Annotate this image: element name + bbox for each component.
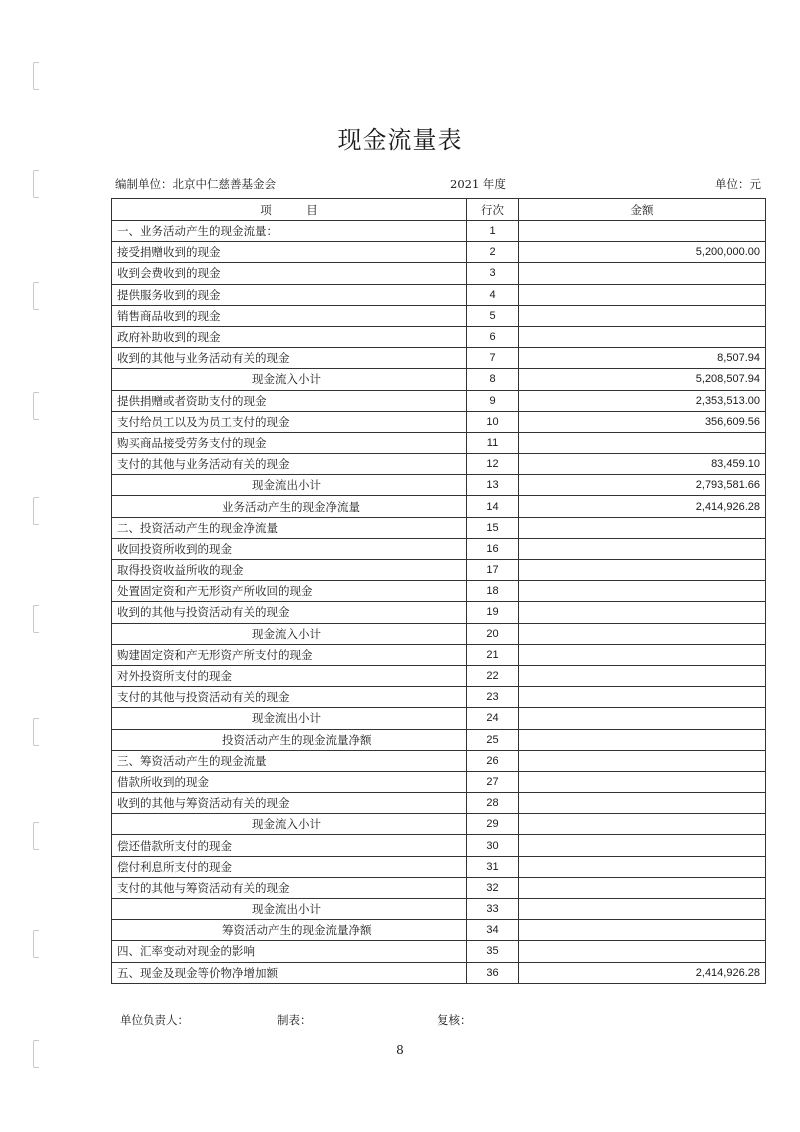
row-amount — [519, 538, 766, 559]
table-row — [112, 771, 766, 792]
row-amount — [519, 623, 766, 644]
table-row — [112, 856, 766, 877]
row-item-label: 现金流出小计 — [112, 899, 467, 920]
currency-unit: 单位：元 — [715, 177, 761, 191]
row-item-label: 四、汇率变动对现金的影响 — [112, 941, 467, 962]
row-line-number: 19 — [467, 602, 519, 623]
row-line-number: 6 — [467, 326, 519, 347]
row-item-label: 偿付利息所支付的现金 — [112, 856, 467, 877]
row-item-label: 支付给员工以及为员工支付的现金 — [112, 411, 467, 432]
row-line-number: 5 — [467, 305, 519, 326]
row-amount: 5,208,507.94 — [519, 369, 766, 390]
row-line-number: 36 — [467, 962, 519, 983]
row-line-number: 11 — [467, 432, 519, 453]
row-item-label: 提供捐赠或者资助支付的现金 — [112, 390, 467, 411]
row-line-number: 3 — [467, 263, 519, 284]
row-item-label: 收到的其他与投资活动有关的现金 — [112, 602, 467, 623]
row-line-number: 7 — [467, 348, 519, 369]
row-line-number: 26 — [467, 750, 519, 771]
row-line-number: 16 — [467, 538, 519, 559]
row-amount — [519, 941, 766, 962]
table-row — [112, 432, 766, 453]
binder-mark — [33, 282, 39, 310]
table-row — [112, 305, 766, 326]
row-amount: 356,609.56 — [519, 411, 766, 432]
table-row — [112, 644, 766, 665]
row-amount — [519, 835, 766, 856]
table-row — [112, 560, 766, 581]
table-row — [112, 517, 766, 538]
row-item-label: 对外投资所支付的现金 — [112, 665, 467, 686]
row-amount — [519, 920, 766, 941]
binder-mark — [33, 392, 39, 420]
row-amount — [519, 687, 766, 708]
binder-mark — [33, 62, 39, 90]
row-amount — [519, 263, 766, 284]
row-item-label: 现金流入小计 — [112, 814, 467, 835]
table-row — [112, 602, 766, 623]
row-amount — [519, 581, 766, 602]
row-line-number: 22 — [467, 665, 519, 686]
row-amount — [519, 814, 766, 835]
table-row — [112, 899, 766, 920]
table-row — [112, 411, 766, 432]
table-row — [112, 581, 766, 602]
reporting-entity: 编制单位：北京中仁慈善基金会 — [115, 177, 276, 191]
row-amount — [519, 877, 766, 898]
row-line-number: 31 — [467, 856, 519, 877]
row-amount: 2,793,581.66 — [519, 475, 766, 496]
row-item-label: 购买商品接受劳务支付的现金 — [112, 432, 467, 453]
row-item-label: 三、筹资活动产生的现金流量 — [112, 750, 467, 771]
table-row — [112, 729, 766, 750]
table-row — [112, 877, 766, 898]
signoff-responsible: 单位负责人： — [120, 1013, 189, 1027]
column-header-amount: 金额 — [519, 199, 766, 221]
row-amount — [519, 432, 766, 453]
row-item-label: 偿还借款所支付的现金 — [112, 835, 467, 856]
binder-mark — [33, 497, 39, 525]
row-amount — [519, 729, 766, 750]
row-amount: 2,353,513.00 — [519, 390, 766, 411]
row-line-number: 33 — [467, 899, 519, 920]
column-header-line: 行次 — [467, 199, 519, 221]
row-item-label: 处置固定资和产无形资产所收回的现金 — [112, 581, 467, 602]
row-item-label: 政府补助收到的现金 — [112, 326, 467, 347]
row-amount — [519, 771, 766, 792]
row-amount — [519, 305, 766, 326]
row-item-label: 收到的其他与业务活动有关的现金 — [112, 348, 467, 369]
row-amount: 5,200,000.00 — [519, 242, 766, 263]
table-row — [112, 687, 766, 708]
row-line-number: 29 — [467, 814, 519, 835]
table-row — [112, 284, 766, 305]
table-row — [112, 623, 766, 644]
row-line-number: 32 — [467, 877, 519, 898]
document-title: 现金流量表 — [337, 126, 463, 154]
row-item-label: 一、业务活动产生的现金流量： — [112, 221, 467, 242]
row-line-number: 14 — [467, 496, 519, 517]
row-amount — [519, 750, 766, 771]
row-amount — [519, 326, 766, 347]
table-row — [112, 920, 766, 941]
column-header-item: 项 目 — [112, 199, 467, 221]
row-item-label: 借款所收到的现金 — [112, 771, 467, 792]
row-amount — [519, 560, 766, 581]
table-row — [112, 835, 766, 856]
row-line-number: 20 — [467, 623, 519, 644]
row-amount — [519, 856, 766, 877]
row-item-label: 购建固定资和产无形资产所支付的现金 — [112, 644, 467, 665]
binder-mark — [33, 605, 39, 633]
row-line-number: 17 — [467, 560, 519, 581]
signoff-preparer: 制表： — [277, 1013, 312, 1027]
row-line-number: 12 — [467, 454, 519, 475]
table-row — [112, 242, 766, 263]
row-item-label: 支付的其他与筹资活动有关的现金 — [112, 877, 467, 898]
table-row — [112, 454, 766, 475]
row-line-number: 27 — [467, 771, 519, 792]
row-amount — [519, 644, 766, 665]
row-item-label: 投资活动产生的现金流量净额 — [112, 729, 467, 750]
row-item-label: 收到会费收到的现金 — [112, 263, 467, 284]
table-row — [112, 369, 766, 390]
row-item-label: 现金流出小计 — [112, 475, 467, 496]
table-row — [112, 326, 766, 347]
row-line-number: 18 — [467, 581, 519, 602]
row-item-label: 现金流入小计 — [112, 369, 467, 390]
row-amount — [519, 899, 766, 920]
row-line-number: 8 — [467, 369, 519, 390]
row-item-label: 取得投资收益所收的现金 — [112, 560, 467, 581]
row-line-number: 35 — [467, 941, 519, 962]
row-item-label: 现金流出小计 — [112, 708, 467, 729]
table-row — [112, 665, 766, 686]
row-item-label: 提供服务收到的现金 — [112, 284, 467, 305]
table-row — [112, 475, 766, 496]
row-line-number: 9 — [467, 390, 519, 411]
table-row — [112, 793, 766, 814]
table-body — [112, 221, 766, 984]
row-item-label: 现金流入小计 — [112, 623, 467, 644]
binder-mark — [33, 170, 39, 198]
table-row — [112, 496, 766, 517]
signoff-reviewer: 复核： — [437, 1013, 472, 1027]
row-line-number: 28 — [467, 793, 519, 814]
row-amount — [519, 517, 766, 538]
table-row — [112, 221, 766, 242]
row-line-number: 25 — [467, 729, 519, 750]
row-line-number: 13 — [467, 475, 519, 496]
row-item-label: 收回投资所收到的现金 — [112, 538, 467, 559]
row-line-number: 10 — [467, 411, 519, 432]
table-row — [112, 348, 766, 369]
row-line-number: 23 — [467, 687, 519, 708]
row-item-label: 业务活动产生的现金净流量 — [112, 496, 467, 517]
table-row — [112, 962, 766, 983]
table-row — [112, 390, 766, 411]
row-item-label: 支付的其他与投资活动有关的现金 — [112, 687, 467, 708]
row-amount: 83,459.10 — [519, 454, 766, 475]
row-line-number: 24 — [467, 708, 519, 729]
row-amount — [519, 708, 766, 729]
row-line-number: 15 — [467, 517, 519, 538]
table-row — [112, 538, 766, 559]
binder-mark — [33, 930, 39, 958]
row-line-number: 1 — [467, 221, 519, 242]
binder-mark — [33, 822, 39, 850]
row-item-label: 二、投资活动产生的现金净流量 — [112, 517, 467, 538]
row-amount — [519, 793, 766, 814]
row-item-label: 筹资活动产生的现金流量净额 — [112, 920, 467, 941]
row-amount: 2,414,926.28 — [519, 962, 766, 983]
row-item-label: 接受捐赠收到的现金 — [112, 242, 467, 263]
row-line-number: 21 — [467, 644, 519, 665]
table-row — [112, 750, 766, 771]
row-item-label: 支付的其他与业务活动有关的现金 — [112, 454, 467, 475]
row-line-number: 30 — [467, 835, 519, 856]
table-row — [112, 708, 766, 729]
row-amount — [519, 665, 766, 686]
row-item-label: 销售商品收到的现金 — [112, 305, 467, 326]
table-row — [112, 263, 766, 284]
row-amount — [519, 221, 766, 242]
row-item-label: 收到的其他与筹资活动有关的现金 — [112, 793, 467, 814]
binder-mark — [33, 718, 39, 746]
reporting-year: 2021 年度 — [450, 177, 506, 191]
row-item-label: 五、现金及现金等价物净增加额 — [112, 962, 467, 983]
table-header-row — [112, 199, 766, 221]
page-number: 8 — [396, 1043, 404, 1057]
row-line-number: 34 — [467, 920, 519, 941]
row-amount — [519, 602, 766, 623]
row-amount — [519, 284, 766, 305]
row-line-number: 2 — [467, 242, 519, 263]
row-line-number: 4 — [467, 284, 519, 305]
table-row — [112, 814, 766, 835]
row-amount: 8,507.94 — [519, 348, 766, 369]
cash-flow-table — [111, 198, 766, 984]
table-row — [112, 941, 766, 962]
row-amount: 2,414,926.28 — [519, 496, 766, 517]
